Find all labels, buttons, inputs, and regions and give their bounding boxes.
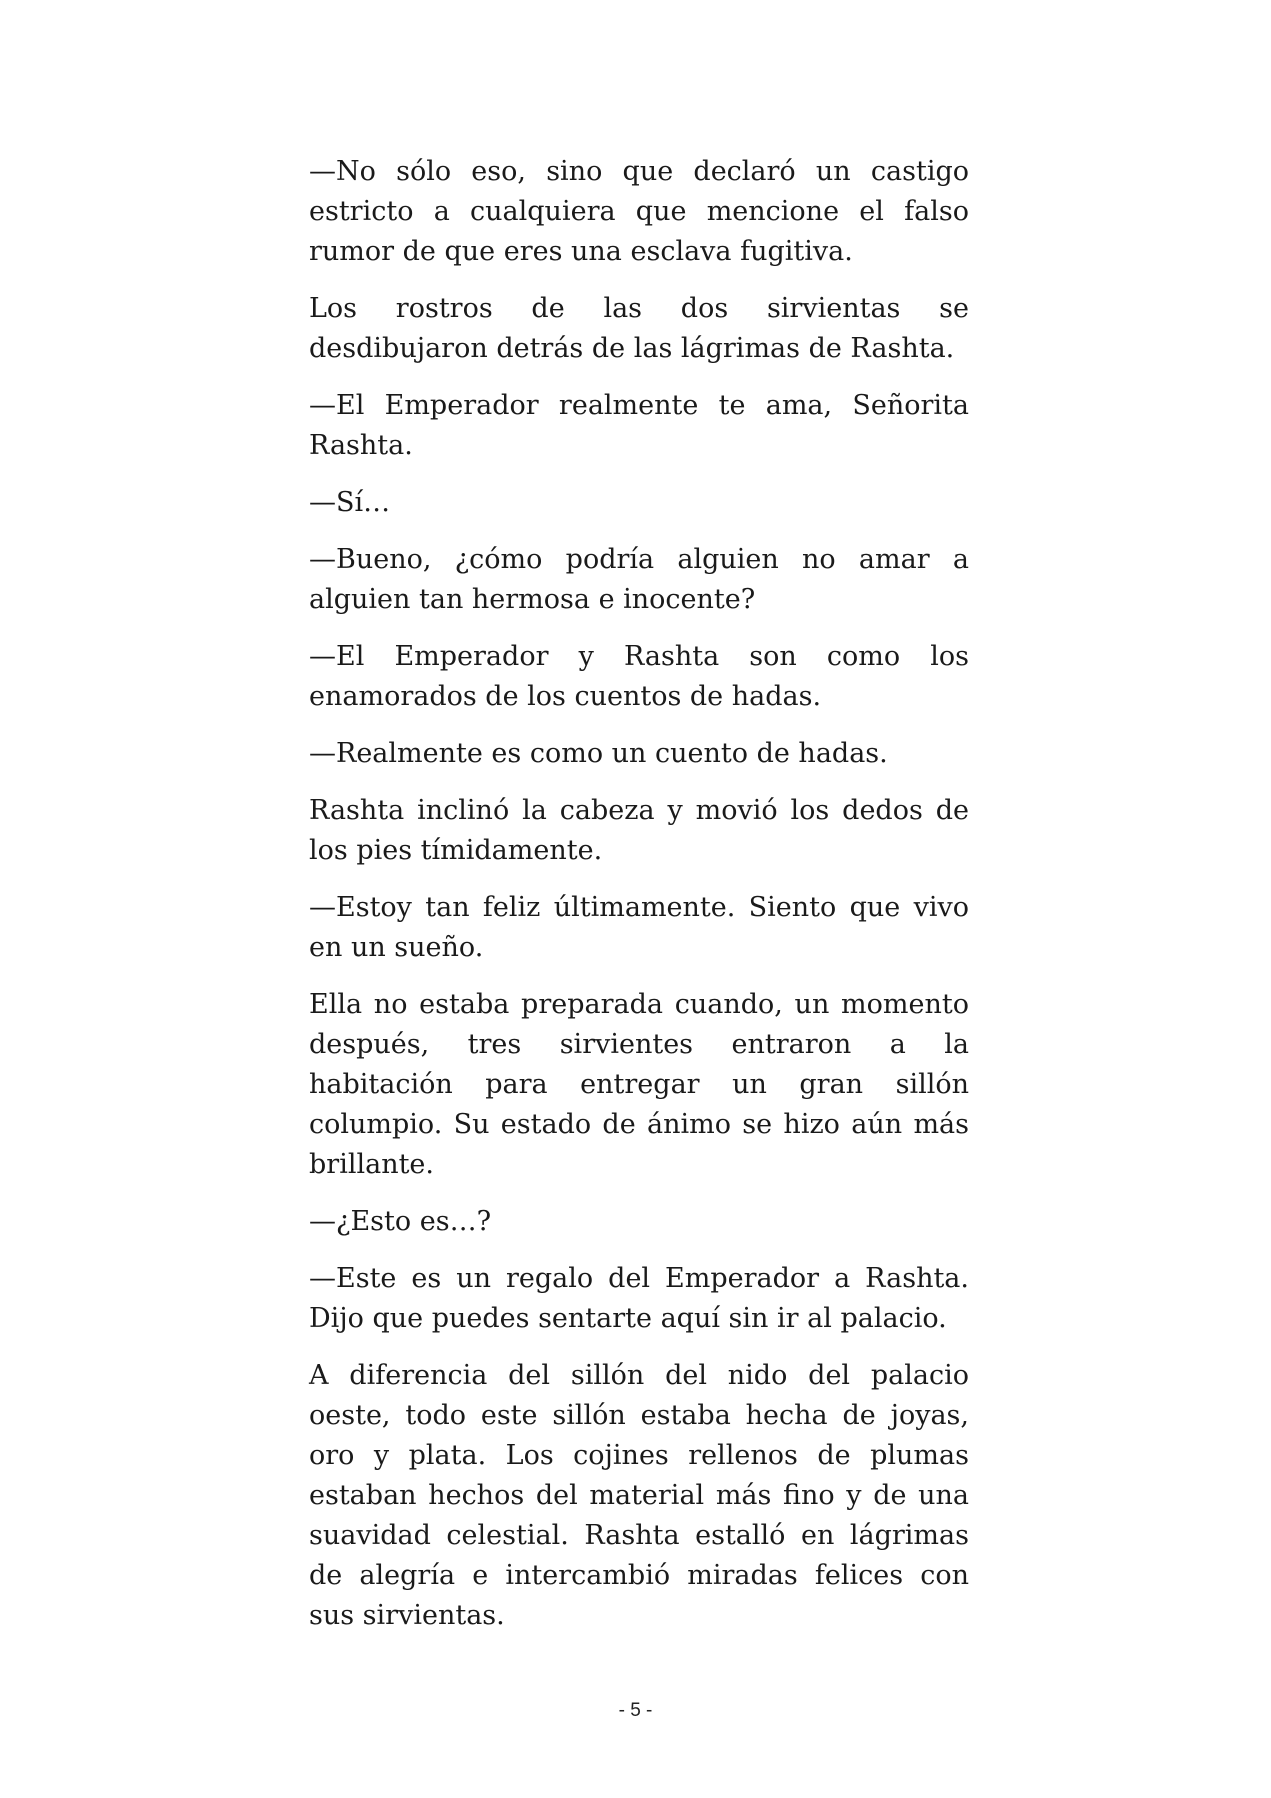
- body-text: [309, 152, 969, 1653]
- paragraph-7: —Realmente es como un cuento de hadas.: [309, 738, 888, 769]
- paragraph-12: —Este es un regalo del Emperador a Rashta. Dijo que puedes sentarte aquí sin ir al palacio.: [309, 1263, 969, 1334]
- paragraph-6: —El Emperador y Rashta son como los enamorados de los cuentos de hadas.: [309, 641, 969, 712]
- paragraph-1: —No sólo eso, sino que declaró un castigo estricto a cualquiera que mencione el falso rumor de que eres una esclava fugitiva.: [309, 156, 969, 267]
- paragraph-5: —Bueno, ¿cómo podría alguien no amar a alguien tan hermosa e inocente?: [309, 544, 969, 615]
- paragraph-9: —Estoy tan feliz últimamente. Siento que vivo en un sueño.: [309, 892, 969, 963]
- paragraph-11: —¿Esto es…?: [309, 1206, 492, 1237]
- paragraph-13: A diferencia del sillón del nido del palacio oeste, todo este sillón estaba hecha de joyas, oro y plata. Los cojines rellenos de plumas estaban hechos del material más fino y de una suavidad celestial. Rashta estalló en lágrimas de alegría e intercambió miradas felices con sus sirvientas.: [309, 1360, 969, 1631]
- page-number: - 5 -: [618, 1700, 653, 1721]
- paragraph-2: Los rostros de las dos sirvientas se desdibujaron detrás de las lágrimas de Rashta.: [309, 293, 969, 364]
- paragraph-4: —Sí…: [309, 487, 391, 518]
- paragraph-10: Ella no estaba preparada cuando, un momento después, tres sirvientes entraron a la habitación para entregar un gran sillón columpio. Su estado de ánimo se hizo aún más brillante.: [309, 989, 969, 1180]
- paragraph-3: —El Emperador realmente te ama, Señorita Rashta.: [309, 390, 969, 461]
- paragraph-8: Rashta inclinó la cabeza y movió los dedos de los pies tímidamente.: [309, 795, 969, 866]
